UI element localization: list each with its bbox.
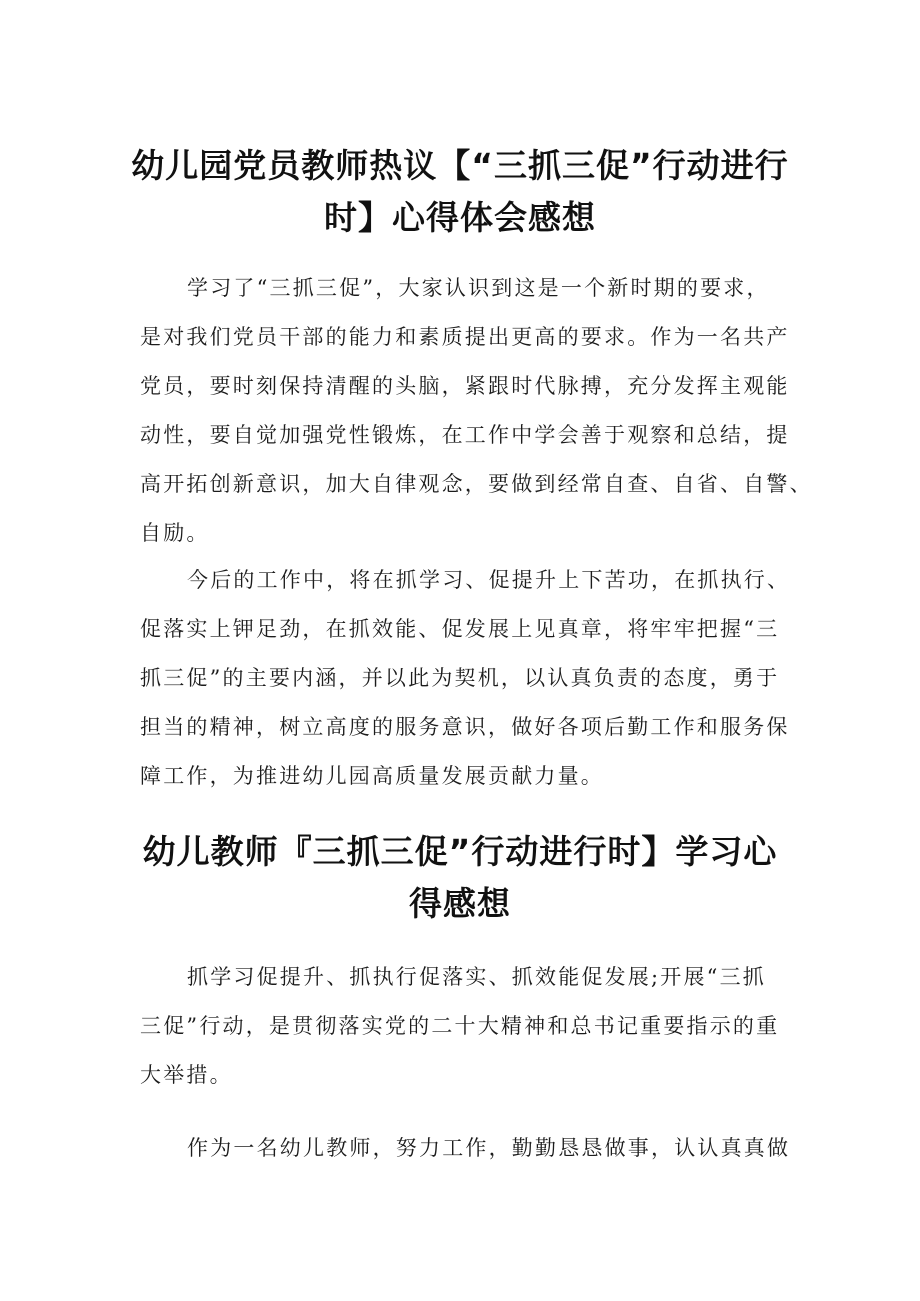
section-2-paragraph-2 bbox=[140, 1124, 795, 1173]
section-2-title bbox=[120, 826, 800, 930]
paragraph-line: 今后的工作中，将在抓学习、促提升上下苦功，在抓执行、 bbox=[187, 568, 791, 592]
section-1-paragraph-1 bbox=[140, 264, 813, 558]
paragraph-line: 大举措。 bbox=[140, 1063, 233, 1087]
paragraph-line: 高开拓创新意识，加大自律观念，要做到经常自查、自省、自警、 bbox=[140, 472, 813, 496]
paragraph-line: 抓学习促提升、抓执行促落实、抓效能促发展;开展“三抓 bbox=[187, 965, 767, 989]
title-line: 时】心得体会感想 bbox=[324, 198, 596, 237]
paragraph-line: 三促”行动，是贯彻落实党的二十大精神和总书记重要指示的重 bbox=[140, 1014, 780, 1038]
paragraph-line: 障工作，为推进幼儿园高质量发展贡献力量。 bbox=[140, 764, 604, 788]
paragraph-line: 党员，要时刻保持清醒的头脑，紧跟时代脉搏，充分发挥主观能 bbox=[140, 374, 790, 398]
paragraph-line: 自励。 bbox=[140, 521, 210, 545]
paragraph-line: 是对我们党员干部的能力和素质提出更高的要求。作为一名共产 bbox=[140, 325, 790, 349]
paragraph-line: 担当的精神，树立高度的服务意识，做好各项后勤工作和服务保 bbox=[140, 715, 790, 739]
paragraph-line: 动性，要自觉加强党性锻炼，在工作中学会善于观察和总结，提 bbox=[140, 423, 790, 447]
paragraph-line: 作为一名幼儿教师，努力工作，勤勤恳恳做事，认认真真做 bbox=[187, 1136, 791, 1160]
section-2-paragraph-1 bbox=[140, 953, 795, 1100]
title-line: 幼儿园党员教师热议【“三抓三促”行动进行 bbox=[131, 146, 789, 185]
title-line: 得感想 bbox=[409, 884, 511, 923]
paragraph-line: 学习了“三抓三促”，大家认识到这是一个新时期的要求， bbox=[187, 276, 770, 300]
paragraph-line: 抓三促”的主要内涵，并以此为契机，以认真负责的态度，勇于 bbox=[140, 666, 780, 690]
title-line: 幼儿教师『三抓三促”行动进行时】学习心 bbox=[142, 832, 778, 871]
section-1-title bbox=[120, 140, 800, 244]
paragraph-line: 促落实上钾足劲，在抓效能、促发展上见真章，将牢牢把握“三 bbox=[140, 617, 780, 641]
section-1-paragraph-2 bbox=[140, 556, 795, 801]
